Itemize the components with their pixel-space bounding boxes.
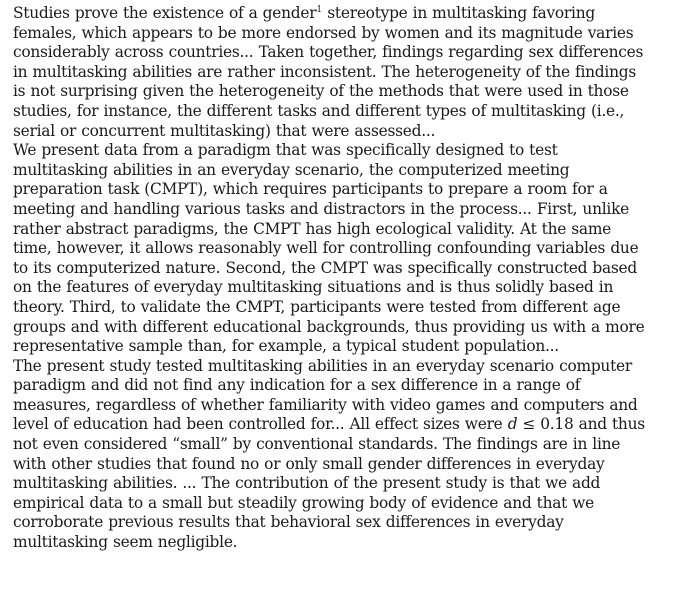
paragraph-1: [5, 4, 677, 141]
text-line: measures, regardless of whether familiarity with video games and computers and: [13, 395, 638, 414]
text-line: serial or concurrent multitasking) that were assessed...: [13, 121, 436, 140]
text-line: [5, 4, 677, 24]
text-line: corroborate previous results that behavioral sex differences in everyday: [13, 513, 564, 532]
text-line: time, however, it allows reasonably well for controlling confounding variables due: [13, 239, 639, 258]
paragraph-3: [5, 357, 677, 553]
text-line: groups and with different educational backgrounds, thus providing us with a more: [13, 317, 645, 336]
text-fragment: ≤ 0.18 and thus: [517, 415, 645, 434]
text-line: paradigm and did not find any indication for a sex difference in a range of: [13, 376, 581, 395]
text-line: to its computerized nature. Second, the CMPT was specifically constructed based: [13, 258, 638, 277]
effect-size-symbol: d: [507, 415, 518, 434]
text-line: The present study tested multitasking abilities in an everyday scenario computer: [13, 356, 632, 375]
footnote-marker: 1: [316, 5, 323, 15]
text-line: multitasking abilities. ... The contribution of the present study is that we add: [13, 474, 601, 493]
text-line: not even considered “small” by conventional standards. The findings are in line: [13, 435, 621, 454]
text-line: rather abstract paradigms, the CMPT has high ecological validity. At the same: [13, 219, 612, 238]
text-line: theory. Third, to validate the CMPT, participants were tested from different age: [13, 297, 621, 316]
text-line: [5, 415, 677, 435]
text-line: on the features of everyday multitasking situations and is thus solidly based in: [13, 278, 614, 297]
text-line: studies, for instance, the different tasks and different types of multitasking (i.e.,: [13, 101, 625, 120]
paragraph-2: [5, 141, 677, 357]
text-line: in multitasking abilities are rather inconsistent. The heterogeneity of the findings: [13, 62, 636, 81]
text-line: representative sample than, for example, a typical student population...: [13, 337, 559, 356]
text-line: We present data from a paradigm that was specifically designed to test: [13, 141, 558, 160]
text-line: meeting and handling various tasks and distractors in the process... First, unlike: [13, 199, 630, 218]
text-line: with other studies that found no or only small gender differences in everyday: [13, 454, 605, 473]
text-line: is not surprising given the heterogeneity of the methods that were used in those: [13, 82, 629, 101]
text-line: preparation task (CMPT), which requires participants to prepare a room for a: [13, 180, 608, 199]
text-line: considerably across countries... Taken together, findings regarding sex differences: [13, 43, 644, 62]
text-line: females, which appears to be more endorsed by women and its magnitude varies: [13, 23, 634, 42]
text-line: empirical data to a small but steadily growing body of evidence and that we: [13, 493, 595, 512]
text-line: multitasking abilities in an everyday scenario, the computerized meeting: [13, 160, 570, 179]
text-fragment: stereotype in multitasking favoring: [322, 4, 595, 22]
text-line: multitasking seem negligible.: [13, 533, 238, 552]
text-fragment: level of education had been controlled for... All effect sizes were: [13, 415, 508, 434]
text-fragment: Studies prove the existence of a gender: [13, 4, 317, 22]
